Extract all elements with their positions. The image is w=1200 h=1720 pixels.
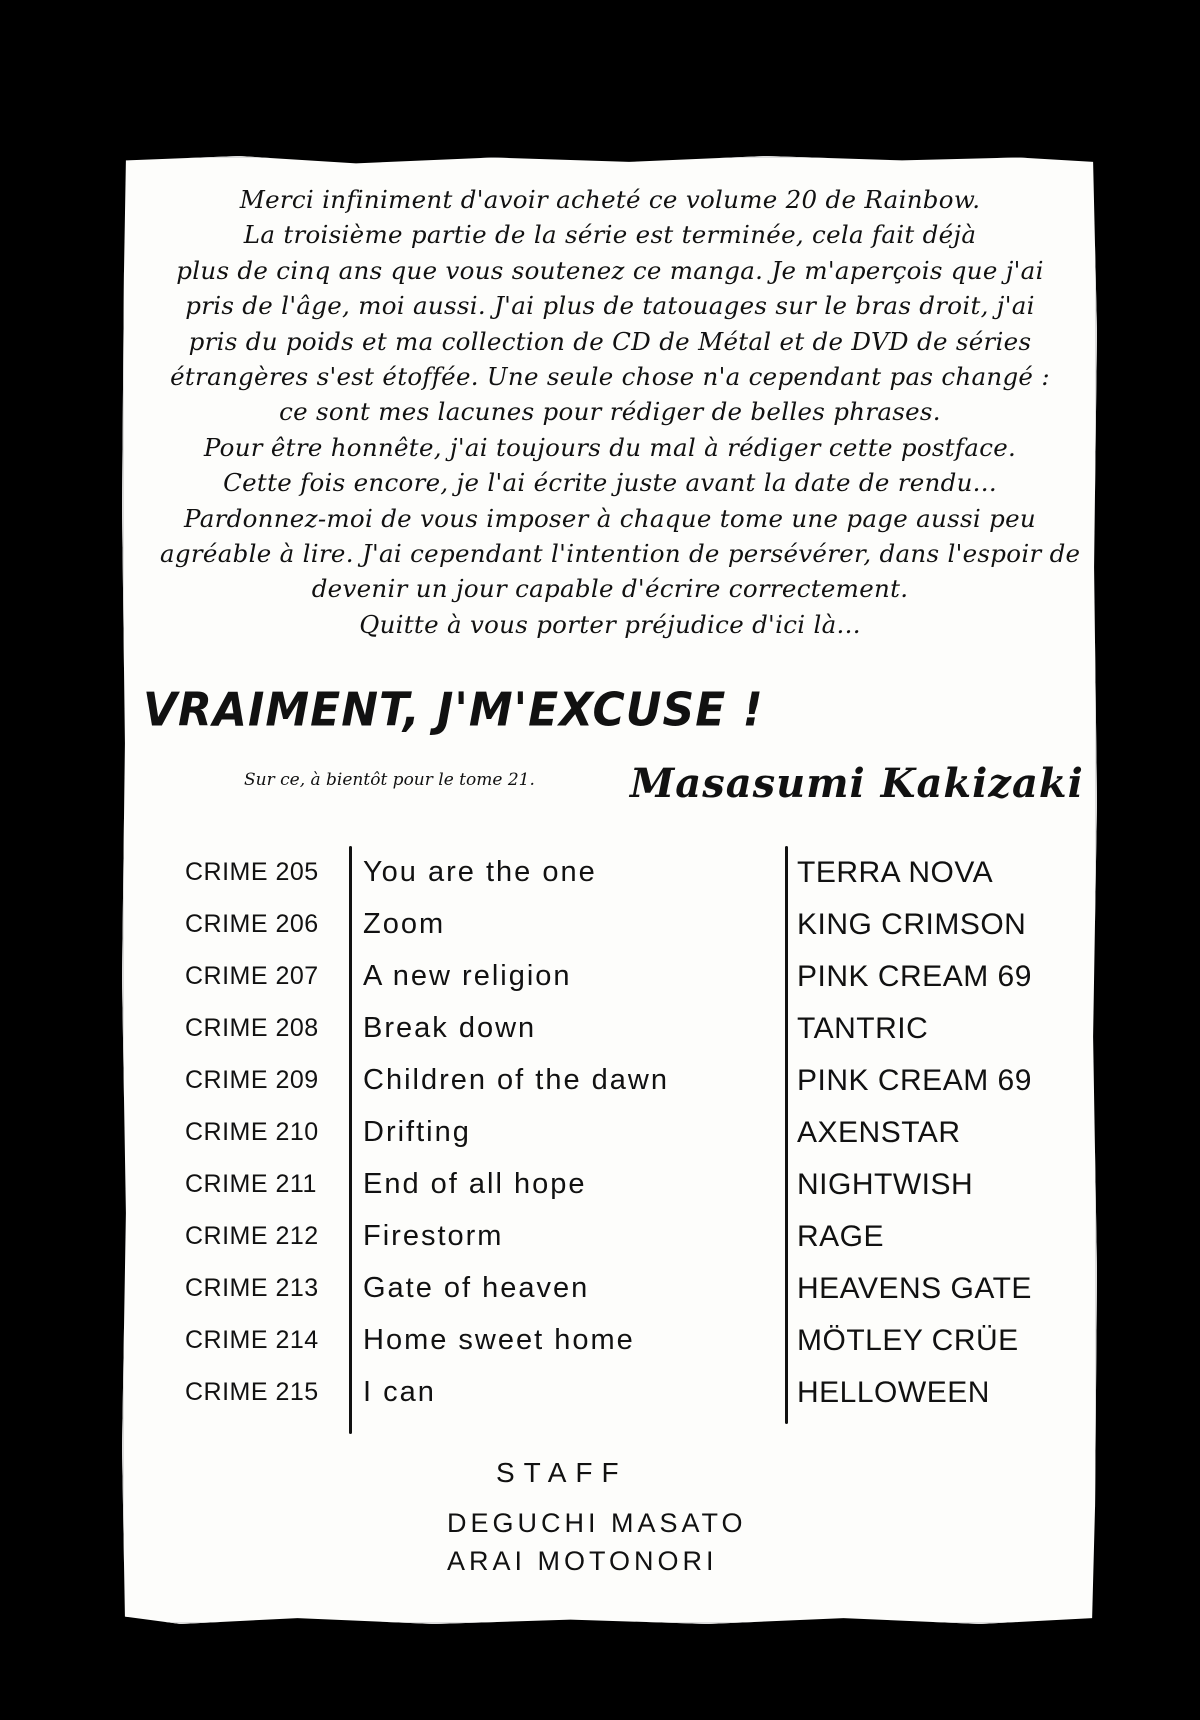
chapter-band: AXENSTAR bbox=[797, 1116, 961, 1149]
staff-name: ARAI MOTONORI bbox=[447, 1546, 718, 1576]
postface-line: devenir un jour capable d'écrire correctement. bbox=[311, 574, 909, 604]
chapter-title: Firestorm bbox=[363, 1220, 504, 1252]
chapter-title: You are the one bbox=[363, 856, 597, 888]
signoff-note: Sur ce, à bientôt pour le tome 21. bbox=[244, 770, 535, 790]
chapter-row bbox=[185, 1006, 1065, 1058]
chapter-band: HELLOWEEN bbox=[797, 1376, 990, 1409]
chapter-number: CRIME 207 bbox=[185, 962, 319, 990]
chapter-number: CRIME 213 bbox=[185, 1274, 319, 1302]
postface-line: pris du poids et ma collection de CD de Métal et de DVD de séries bbox=[188, 326, 1032, 356]
postface-text bbox=[160, 182, 1081, 642]
chapter-number: CRIME 211 bbox=[185, 1170, 317, 1198]
chapter-row bbox=[185, 1266, 1065, 1318]
chapter-number: CRIME 215 bbox=[185, 1378, 319, 1406]
chapter-number: CRIME 205 bbox=[185, 858, 319, 886]
author-signature: Masasumi Kakizaki bbox=[630, 760, 1084, 807]
chapter-list bbox=[185, 850, 1065, 1422]
chapter-title: Zoom bbox=[363, 908, 446, 940]
postface-line: plus de cinq ans que vous soutenez ce manga. Je m'aperçois que j'ai bbox=[176, 255, 1044, 285]
chapter-number: CRIME 212 bbox=[185, 1222, 319, 1250]
postface-line: Merci infiniment d'avoir acheté ce volume 20 de Rainbow. bbox=[239, 185, 981, 214]
postface-line: pris de l'âge, moi aussi. J'ai plus de tatouages sur le bras droit, j'ai bbox=[185, 291, 1035, 321]
chapter-band: NIGHTWISH bbox=[797, 1168, 974, 1201]
chapter-title: End of all hope bbox=[363, 1168, 587, 1200]
apology-heading: VRAIMENT, J'M'EXCUSE ! bbox=[143, 683, 764, 738]
chapter-title: Break down bbox=[363, 1012, 537, 1044]
chapter-row bbox=[185, 1162, 1065, 1214]
chapter-row bbox=[185, 1058, 1065, 1110]
chapter-title: Home sweet home bbox=[363, 1324, 635, 1356]
chapter-title: I can bbox=[363, 1376, 436, 1408]
staff-name: DEGUCHI MASATO bbox=[447, 1508, 747, 1538]
chapter-row bbox=[185, 1110, 1065, 1162]
chapter-title: Children of the dawn bbox=[363, 1064, 669, 1096]
chapter-band: PINK CREAM 69 bbox=[797, 1064, 1032, 1097]
chapter-row bbox=[185, 902, 1065, 954]
postface-line: Pour être honnête, j'ai toujours du mal à rédiger cette postface. bbox=[203, 432, 1017, 462]
postface-line: étrangères s'est étoffée. Une seule chose n'a cependant pas changé : bbox=[170, 362, 1050, 392]
chapter-band: HEAVENS GATE bbox=[797, 1272, 1032, 1305]
chapter-band: TANTRIC bbox=[797, 1012, 929, 1045]
chapter-number: CRIME 214 bbox=[185, 1326, 319, 1354]
chapter-band: TERRA NOVA bbox=[797, 856, 994, 889]
chapter-title: Drifting bbox=[363, 1116, 471, 1148]
chapter-number: CRIME 208 bbox=[185, 1014, 319, 1042]
postface-line: Pardonnez-moi de vous imposer à chaque tome une page aussi peu bbox=[184, 503, 1036, 533]
chapter-band: RAGE bbox=[797, 1220, 885, 1253]
postface-line: ce sont mes lacunes pour rédiger de belles phrases. bbox=[279, 397, 941, 427]
chapter-row bbox=[185, 954, 1065, 1006]
chapter-row bbox=[185, 850, 1065, 902]
chapter-row bbox=[185, 1318, 1065, 1370]
chapter-number: CRIME 206 bbox=[185, 910, 319, 938]
chapter-band: MÖTLEY CRÜE bbox=[797, 1324, 1019, 1357]
postface-line: Quitte à vous porter préjudice d'ici là... bbox=[359, 609, 861, 639]
chapter-number: CRIME 210 bbox=[185, 1118, 319, 1146]
chapter-title: A new religion bbox=[363, 960, 572, 992]
postface-line: agréable à lire. J'ai cependant l'intention de persévérer, dans l'espoir de bbox=[160, 539, 1081, 569]
chapter-band: KING CRIMSON bbox=[797, 908, 1027, 941]
staff-heading: STAFF bbox=[496, 1457, 628, 1488]
chapter-row bbox=[185, 1370, 1065, 1422]
chapter-number: CRIME 209 bbox=[185, 1066, 319, 1094]
postface-line: Cette fois encore, je l'ai écrite juste avant la date de rendu... bbox=[223, 468, 997, 498]
postface-line: La troisième partie de la série est terminée, cela fait déjà bbox=[243, 220, 977, 250]
chapter-band: PINK CREAM 69 bbox=[797, 960, 1032, 993]
chapter-title: Gate of heaven bbox=[363, 1272, 590, 1304]
chapter-row bbox=[185, 1214, 1065, 1266]
